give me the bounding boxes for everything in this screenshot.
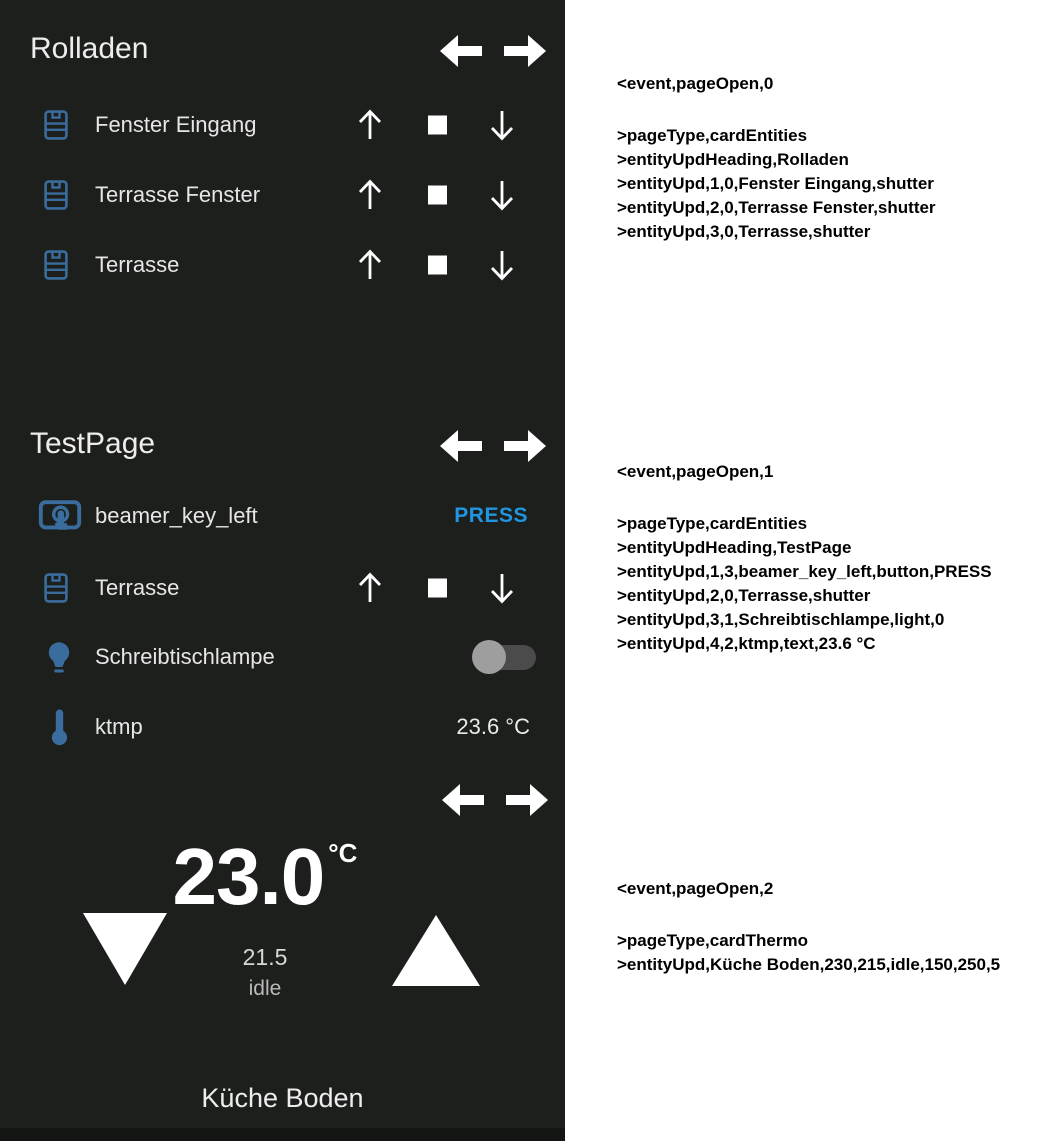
press-button[interactable]: PRESS (454, 504, 528, 527)
log-event-line: <event,pageOpen,0 (617, 74, 774, 93)
entity-label: Terrasse (95, 575, 180, 600)
current-temperature-display (115, 832, 415, 921)
left-arrow-icon (442, 783, 484, 817)
entity-label: Terrasse Fenster (95, 182, 261, 207)
log-line: >pageType,cardEntities (617, 514, 808, 533)
log-line: >entityUpd,2,0,Terrasse Fenster,shutter (617, 198, 936, 217)
log-event-line: <event,pageOpen,2 (617, 879, 774, 898)
log-line: >entityUpd,3,1,Schreibtischlampe,light,0 (617, 610, 945, 629)
temperature-unit: °C (328, 838, 358, 868)
log-line: >pageType,cardEntities (617, 126, 808, 145)
entity-label: beamer_key_left (95, 503, 258, 528)
log-line: >entityUpdHeading,Rolladen (617, 150, 849, 169)
hvac-state: idle (248, 977, 282, 1000)
log-line: >entityUpd,3,0,Terrasse,shutter (617, 222, 871, 241)
protocol-log-block-0 (617, 72, 1042, 244)
protocol-log-block-2 (617, 877, 1042, 977)
log-line: >entityUpdHeading,TestPage (617, 538, 852, 557)
right-arrow-icon (506, 783, 548, 817)
log-line: >entityUpd,2,0,Terrasse,shutter (617, 586, 871, 605)
log-line: >entityUpd,Küche Boden,230,215,idle,150,250,5 (617, 955, 1001, 974)
entity-label: Terrasse (95, 252, 180, 277)
target-temperature-value: 21.5 (242, 944, 288, 970)
log-line: >entityUpd,1,0,Fenster Eingang,shutter (617, 174, 934, 193)
protocol-log-block-1 (617, 460, 1042, 656)
log-line: >entityUpd,4,2,ktmp,text,23.6 °C (617, 634, 876, 653)
log-line: >pageType,cardThermo (617, 931, 808, 950)
panel-bottom-edge (0, 1128, 565, 1141)
log-event-line: <event,pageOpen,1 (617, 462, 774, 481)
sensor-value: 23.6 °C (456, 714, 530, 739)
page-title: Rolladen (30, 32, 149, 65)
entity-label: Schreibtischlampe (95, 644, 275, 669)
thermostat-name: Küche Boden (201, 1083, 364, 1113)
page-title: TestPage (30, 427, 156, 460)
current-temperature-value: 23.0 (172, 832, 325, 921)
prev-page-button[interactable] (442, 783, 484, 817)
entity-label: Fenster Eingang (95, 112, 257, 137)
entity-label: ktmp (95, 714, 143, 739)
log-line: >entityUpd,1,3,beamer_key_left,button,PRESS (617, 562, 992, 581)
next-page-button[interactable] (506, 783, 548, 817)
